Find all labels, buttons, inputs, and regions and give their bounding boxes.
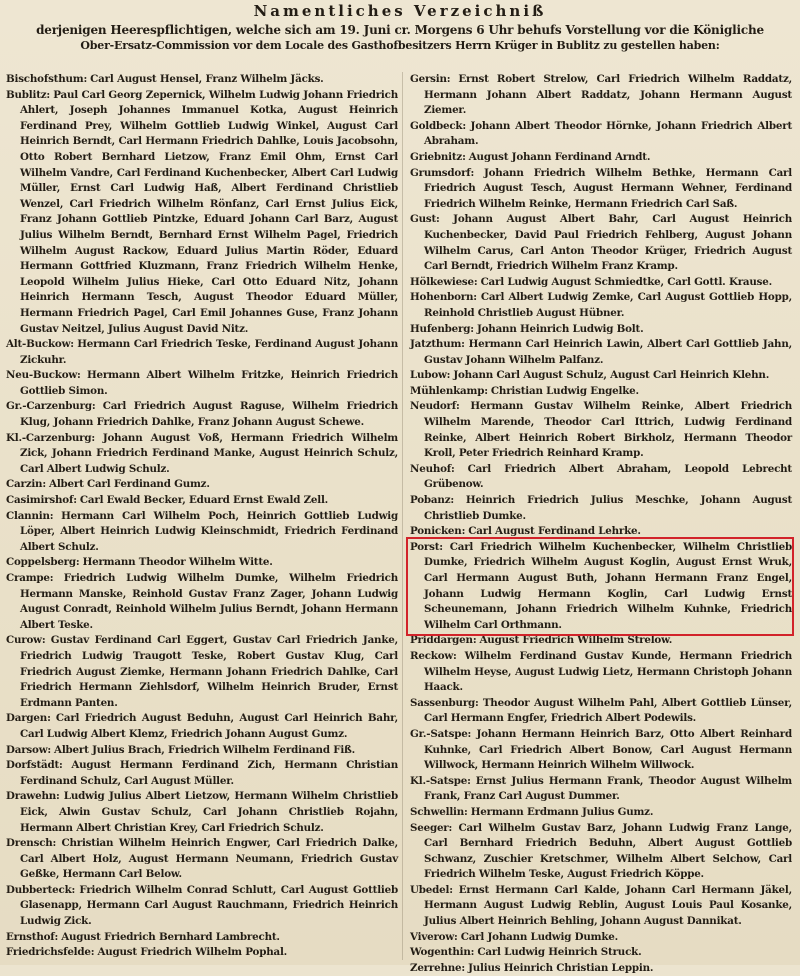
village-name: Griebnitz: — [410, 150, 466, 163]
village-entry — [6, 509, 398, 556]
village-name: Schwellin: — [410, 805, 468, 818]
header — [0, 0, 800, 68]
conscript-names: Carl Ludwig August Schmiedtke, Carl Gottl. Krause. — [480, 275, 773, 288]
village-name: Priddargen: — [410, 634, 477, 647]
village-name: Gust: — [410, 213, 440, 226]
conscript-names: Johann August Voß, Hermann Friedrich Wilhelm Zick, Johann Friedrich Ferdinand Manke, August Heinrich Schulz, Carl Albert Ludwig Schulz. — [20, 431, 399, 475]
village-name: Curow: — [6, 634, 46, 647]
village-name: Hufenberg: — [410, 322, 474, 335]
conscript-names: Johann Hermann Heinrich Barz, Otto Albert Reinhard Kuhnke, Carl Friedrich Albert Bonow, Carl August Hermann Willwock, Hermann Heinrich Wilhelm Willwock. — [424, 727, 792, 772]
conscript-names: Albert Carl Ferdinand Gumz. — [49, 478, 210, 491]
village-name: Viverow: — [410, 930, 458, 943]
village-entry — [410, 72, 792, 119]
village-name: Pobanz: — [410, 494, 454, 507]
village-entry — [6, 477, 398, 493]
conscript-names: Hermann Albert Wilhelm Fritzke, Heinrich Friedrich Gottlieb Simon. — [20, 369, 398, 397]
conscript-names: Johann Friedrich Wilhelm Bethke, Hermann Carl Friedrich August Tesch, August Hermann Wehner, Ferdinand Friedrich Wilhelm Reinke, Hermann Friedrich Carl Saß. — [424, 166, 792, 210]
village-name: Sassenburg: — [410, 696, 479, 709]
conscript-names: August Johann Ferdinand Arndt. — [468, 150, 651, 163]
village-name: Coppelsberg: — [6, 556, 80, 569]
village-name: Neudorf: — [410, 400, 460, 413]
village-name: Zerrehne: — [410, 961, 465, 974]
conscript-names: August Hermann Ferdinand Zich, Hermann Christian Ferdinand Schulz, Carl August Müller. — [20, 759, 398, 787]
conscript-names: Ernst Robert Strelow, Carl Friedrich Wilhelm Raddatz, Hermann Johann Albert Raddatz, Johann Hermann August Ziemer. — [424, 73, 792, 117]
conscript-names: Wilhelm Ferdinand Gustav Kunde, Hermann Friedrich Wilhelm Heyse, August Ludwig Lietz, Hermann Christoph Johann Haack. — [424, 649, 792, 694]
village-name: Porst: — [410, 540, 443, 553]
conscript-names: Johann Albert Theodor Hörnke, Johann Friedrich Albert Abraham. — [424, 119, 792, 148]
village-entry — [410, 774, 792, 805]
village-entry — [410, 727, 792, 774]
village-name: Dargen: — [6, 712, 51, 725]
village-name: Clannin: — [6, 509, 54, 522]
village-entry — [6, 555, 398, 571]
village-entry — [410, 368, 792, 384]
village-name: Drawehn: — [6, 790, 60, 803]
village-entry — [6, 930, 398, 946]
village-entry — [6, 571, 398, 633]
village-entry — [410, 119, 792, 150]
village-entry — [6, 836, 398, 883]
village-entry — [410, 212, 792, 274]
conscript-names: Christian Wilhelm Heinrich Engwer, Carl Friedrich Dalke, Carl Albert Holz, August Hermann Neumann, Friedrich Gustav Geßke, Hermann Carl Below. — [20, 837, 399, 881]
conscript-names: Johann Carl August Schulz, August Carl Heinrich Klehn. — [453, 369, 770, 382]
conscript-names: Friedrich Ludwig Wilhelm Dumke, Wilhelm Friedrich Hermann Manske, Reinhold Gustav Franz Zager, Johann Ludwig August Conradt, Reinhold Wilhelm Julius Berndt, Johann Hermann Albert Teske. — [20, 572, 398, 631]
village-name: Bischofsthum: — [6, 73, 88, 85]
village-entry — [410, 337, 792, 368]
conscript-names: August Friedrich Wilhelm Strelow. — [479, 634, 673, 647]
conscript-names: Carl Friedrich Albert Abraham, Leopold Lebrecht Grübenow. — [424, 462, 792, 491]
subtitle-line-2: Ober-Ersatz-Commission vor dem Locale des Gasthofbesitzers Herrn Krüger in Bublitz zu gestellen haben: — [80, 39, 720, 52]
village-name: Goldbeck: — [410, 119, 466, 132]
village-name: Seeger: — [410, 821, 453, 834]
village-name: Jatzthum: — [410, 338, 465, 351]
conscript-names: Carl Albert Ludwig Zemke, Carl August Gottlieb Hopp, Reinhold Christlieb August Hübner. — [424, 291, 792, 319]
village-entry — [410, 805, 792, 821]
village-name: Mühlenkamp: — [410, 384, 488, 397]
village-name: Ponicken: — [410, 525, 466, 538]
conscript-names: Hermann Carl Friedrich Teske, Ferdinand August Johann Zickuhr. — [20, 338, 399, 366]
village-entry — [6, 945, 398, 961]
village-entry — [410, 462, 792, 493]
conscript-names: Carl Ewald Becker, Eduard Ernst Ewald Zell. — [79, 494, 329, 507]
village-entry — [6, 758, 398, 789]
village-entry — [410, 696, 792, 727]
village-entry — [6, 72, 398, 88]
conscript-names: August Friedrich Bernhard Lambrecht. — [61, 930, 280, 943]
highlight-box — [406, 537, 794, 637]
conscript-names: Carl Ludwig Heinrich Struck. — [477, 946, 642, 959]
conscript-names: Carl Friedrich August Raguse, Wilhelm Friedrich Klug, Johann Friedrich Dahlke, Franz Johann August Schewe. — [20, 400, 398, 429]
conscript-names: Albert Julius Brach, Friedrich Wilhelm Ferdinand Fiß. — [54, 743, 356, 756]
village-entry — [410, 150, 792, 166]
village-entry — [6, 743, 398, 759]
village-name: Gersin: — [410, 73, 451, 85]
village-entry — [6, 493, 398, 509]
village-entry — [6, 337, 398, 368]
village-name: Ernsthof: — [6, 930, 59, 943]
conscript-names: Carl August Ferdinand Lehrke. — [468, 525, 641, 538]
village-entry — [6, 789, 398, 836]
conscript-names: Carl Wilhelm Gustav Barz, Johann Ludwig Franz Lange, Carl Bernhard Friedrich Beduhn, Albert August Gottlieb Schwanz, Zuschier Kretschmer, Wilhelm Albert Selchow, Carl Friedrich Wilhelm Teske, August Friedrich Köppe. — [424, 821, 793, 881]
village-name: Alt-Buckow: — [6, 338, 74, 351]
conscript-names: Hermann Theodor Wilhelm Witte. — [82, 556, 273, 569]
left-column — [6, 72, 398, 962]
conscript-names: Christian Ludwig Engelke. — [490, 384, 639, 397]
village-entry — [410, 322, 792, 338]
village-entry — [410, 384, 792, 400]
village-entry — [410, 399, 792, 461]
village-entry — [6, 883, 398, 930]
village-name: Friedrichsfelde: — [6, 946, 95, 959]
village-name: Gr.-Carzenburg: — [6, 400, 96, 413]
village-entry — [410, 275, 792, 291]
village-name: Gr.-Satspe: — [410, 727, 472, 740]
village-name: Bublitz: — [6, 88, 51, 101]
conscript-names: Carl Johann Ludwig Dumke. — [460, 930, 619, 943]
village-entry — [410, 945, 792, 961]
village-name: Hölkewiese: — [410, 275, 478, 288]
column-divider — [402, 72, 403, 960]
village-name: Wogenthin: — [410, 946, 475, 959]
village-name: Casimirshof: — [6, 494, 77, 507]
village-name: Drensch: — [6, 837, 57, 850]
village-entry — [6, 88, 398, 338]
village-name: Grumsdorf: — [410, 166, 475, 179]
conscript-names: Heinrich Friedrich Julius Meschke, Johann August Christlieb Dumke. — [424, 494, 793, 522]
village-entry — [410, 290, 792, 321]
conscript-names: Hermann Carl Heinrich Lawin, Albert Carl Gottlieb Jahn, Gustav Johann Wilhelm Palfanz. — [424, 338, 792, 366]
village-entry — [6, 431, 398, 478]
village-name: Neuhof: — [410, 462, 455, 475]
conscript-names: Carl Friedrich Wilhelm Kuchenbecker, Wilhelm Christlieb Dumke, Friedrich Wilhelm August Koglin, August Ernst Wruk, Carl Hermann August Buth, Johann Hermann Franz Engel, Johann Ludwig Hermann Koglin, Carl Ludwig Ernst Scheunemann, Johann Friedrich Wilhelm Kuhnke, Friedrich Wilhelm Carl Orthmann. — [424, 540, 793, 631]
village-name: Dorfstädt: — [6, 759, 63, 772]
conscript-names: Friedrich Wilhelm Conrad Schlutt, Carl August Gottlieb Glasenapp, Hermann Carl August Rauchmann, Friedrich Heinrich Ludwig Zick. — [20, 883, 398, 928]
conscript-names: Theodor August Wilhelm Pahl, Albert Gottlieb Lünser, Carl Hermann Engfer, Friedrich Albert Podewils. — [424, 696, 792, 725]
conscript-names: Julius Heinrich Christian Leppin. — [468, 961, 654, 974]
conscript-names: Hermann Carl Wilhelm Poch, Heinrich Gottlieb Ludwig Löper, Albert Heinrich Ludwig Kleinschmidt, Friedrich Ferdinand Albert Schulz. — [20, 509, 399, 553]
village-name: Dubberteck: — [6, 883, 76, 896]
conscript-names: Johann August Albert Bahr, Carl August Heinrich Kuchenbecker, David Paul Friedrich Fehlberg, August Johann Wilhelm Carus, Carl Anton Theodor Krüger, Friedrich August Carl Berndt, Friedrich Wilhelm Franz Kramp. — [424, 213, 792, 273]
village-name: Kl.-Satspe: — [410, 774, 471, 787]
village-entry — [6, 711, 398, 742]
village-name: Hohenborn: — [410, 291, 477, 304]
village-name: Ubedel: — [410, 883, 453, 896]
right-column — [410, 72, 793, 974]
village-entry — [6, 368, 398, 399]
page-title: Namentliches Verzeichniß — [253, 2, 547, 20]
subtitle-line-1: derjenigen Heerespflichtigen, welche sich am 19. Juni cr. Morgens 6 Uhr behufs Vorstellung vor die Königliche — [36, 23, 764, 37]
village-entry — [6, 633, 398, 711]
conscript-names: Gustav Ferdinand Carl Eggert, Gustav Carl Friedrich Janke, Friedrich Ludwig Traugott Teske, Robert Gustav Klug, Carl Friedrich August Ziemke, Hermann Johann Friedrich Dahlke, Carl Friedrich Hermann Ziehlsdorf, Wilhelm Heinrich Bruder, Ernst Erdmann Panten. — [20, 634, 398, 709]
conscript-names: Ernst Julius Hermann Frank, Theodor August Wilhelm Frank, Franz Carl August Dummer. — [424, 774, 793, 803]
village-name: Kl.-Carzenburg: — [6, 431, 96, 444]
conscript-names: Paul Carl Georg Zepernick, Wilhelm Ludwig Johann Friedrich Ahlert, Joseph Johannes Immanuel Kotka, August Heinrich Ferdinand Prey, Wilhelm Gottlieb Ludwig Winkel, August Carl Heinrich Berndt, Carl Hermann Friedrich Dahlke, Louis Jacobsohn, Otto Robert Bernhard Lietzow, Franz Emil Ohm, Ernst Carl Wilhelm Vandre, Carl Ferdinand Kuchenbecker, Albert Carl Ludwig Müller, Ernst Carl Ludwig Haß, Albert Ferdinand Christlieb Wenzel, Carl Friedrich Wilhelm Rönfanz, Carl Ernst Julius Eick, Franz Johann Gottlieb Pintzke, Eduard Johann Carl Barz, August Julius Wilhelm Berndt, Bernhard Ernst Wilhelm Pagel, Friedrich Wilhelm August Rackow, Eduard Julius Martin Röder, Eduard Hermann Gottfried Kluzmann, Franz Friedrich Wilhelm Henke, Leopold Wilhelm Julius Hieke, Carl Otto Eduard Nitz, Johann Heinrich Hermann Tesch, August Theodor Eduard Müller, Hermann Friedrich Pagel, Carl Emil Johannes Guse, Franz Johann Gustav Neitzel, Julius August David Nitz. — [20, 88, 398, 335]
village-entry — [410, 930, 792, 946]
village-name: Carzin: — [6, 478, 46, 491]
page-subtitle — [20, 22, 780, 54]
village-name: Reckow: — [410, 649, 457, 662]
village-name: Crampe: — [6, 572, 54, 584]
village-entry — [410, 821, 792, 883]
village-entry — [410, 493, 792, 524]
village-entry — [410, 166, 792, 213]
conscript-names: Carl August Hensel, Franz Wilhelm Jäcks. — [90, 73, 324, 85]
village-name: Darsow: — [6, 743, 51, 756]
conscript-names: Ludwig Julius Albert Lietzow, Hermann Wilhelm Christlieb Eick, Alwin Gustav Schulz, Carl Johann Christlieb Rojahn, Hermann Albert Christian Krey, Carl Friedrich Schulz. — [20, 790, 398, 834]
village-entry — [410, 649, 792, 696]
village-name: Lubow: — [410, 369, 451, 382]
village-entry — [410, 883, 792, 930]
conscript-names: Johann Heinrich Ludwig Bolt. — [476, 322, 644, 335]
conscript-names: Hermann Erdmann Julius Gumz. — [470, 805, 654, 818]
village-entry — [6, 399, 398, 430]
village-entry — [410, 961, 792, 976]
conscript-names: Ernst Hermann Carl Kalde, Johann Carl Hermann Jäkel, Hermann August Ludwig Reblin, August Louis Paul Kosanke, Julius Albert Heinrich Behling, Johann August Dannikat. — [424, 883, 792, 928]
conscript-names: Carl Friedrich August Beduhn, August Carl Heinrich Bahr, Carl Ludwig Albert Klemz, Friedrich Johann August Gumz. — [20, 712, 399, 740]
village-name: Neu-Buckow: — [6, 369, 81, 382]
conscript-names: Hermann Gustav Wilhelm Reinke, Albert Friedrich Wilhelm Marende, Theodor Carl Ittrich, Ludwig Ferdinand Reinke, Albert Heinrich Robert Birkholz, Hermann Theodor Kroll, Peter Friedrich Reinhard Kramp. — [424, 400, 792, 460]
conscript-names: August Friedrich Wilhelm Pophal. — [97, 946, 288, 959]
